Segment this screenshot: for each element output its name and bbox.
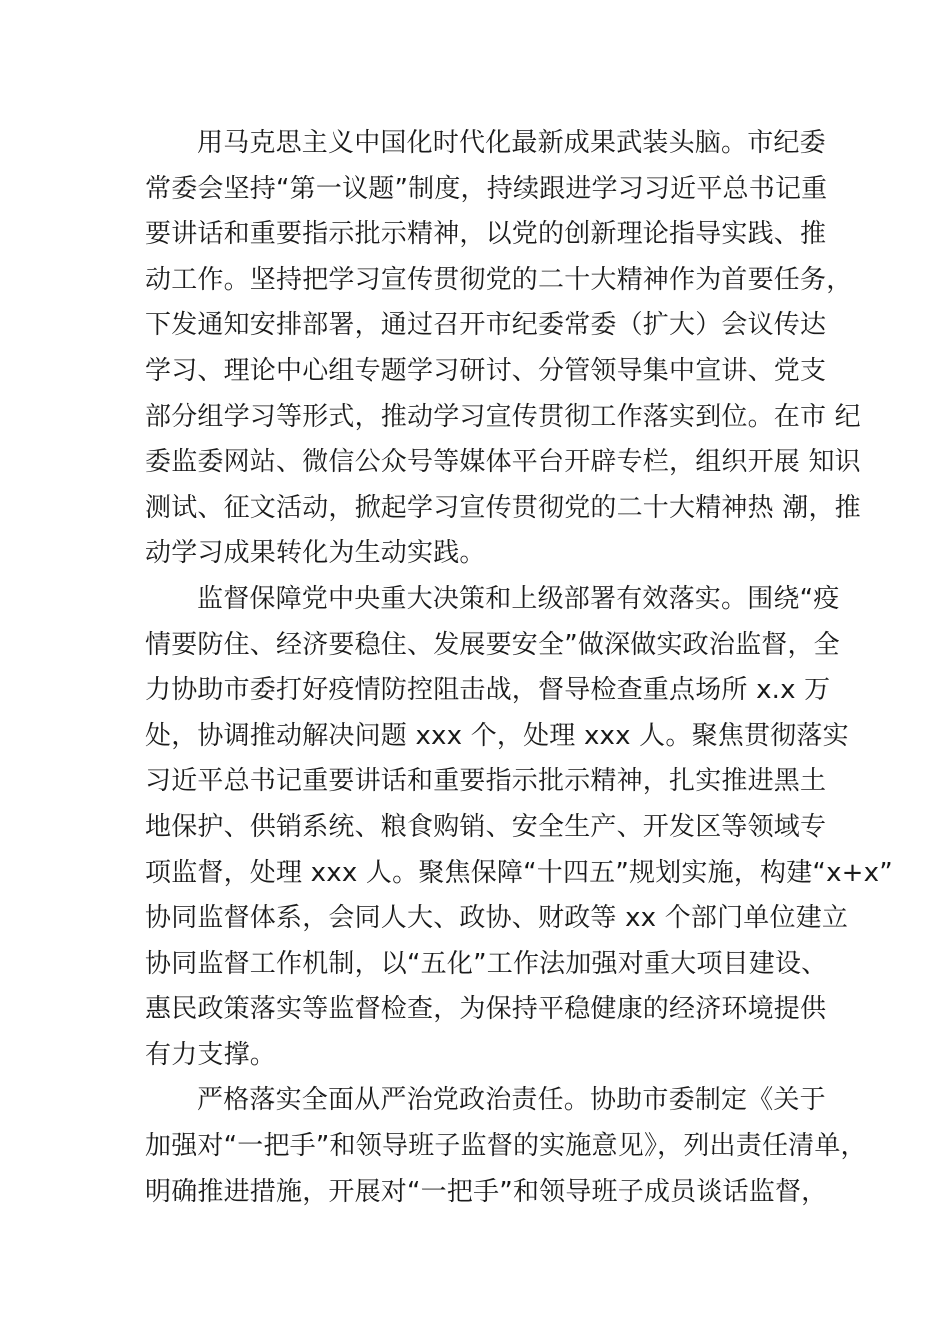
text-line: 情要防住、经济要稳住、发展要安全”做深做实政治监督，全 bbox=[145, 629, 840, 660]
document-body bbox=[145, 121, 893, 1215]
paragraph-supervision bbox=[145, 577, 893, 1079]
text-line: 处，协调推动解决问题 xxx 个，处理 xxx 人。聚焦贯彻落实 bbox=[145, 720, 849, 751]
text-line: 常委会坚持“第一议题”制度，持续跟进学习习近平总书记重 bbox=[145, 173, 828, 204]
text-line: 学习、理论中心组专题学习研讨、分管领导集中宣讲、党支 bbox=[145, 355, 827, 386]
text-line: 监督保障党中央重大决策和上级部署有效落实。围绕“疫 bbox=[197, 583, 840, 614]
text-line: 协同监督工作机制，以“五化”工作法加强对重大项目建设、 bbox=[145, 948, 828, 979]
paragraph-party-governance bbox=[145, 1078, 867, 1215]
text-line: 项监督，处理 xxx 人。聚焦保障“十四五”规划实施，构建“x+x” bbox=[145, 857, 893, 888]
text-line: 力协助市委打好疫情防控阻击战，督导检查重点场所 x.x 万 bbox=[145, 675, 831, 706]
text-line: 有力支撑。 bbox=[145, 1039, 277, 1070]
text-line: 部分组学习等形式，推动学习宣传贯彻工作落实到位。在市 纪 bbox=[145, 401, 861, 432]
text-line: 地保护、供销系统、粮食购销、安全生产、开发区等领域专 bbox=[145, 811, 827, 842]
text-line: 下发通知安排部署，通过召开市纪委常委（扩大）会议传达 bbox=[145, 310, 827, 341]
text-line: 严格落实全面从严治党政治责任。协助市委制定《关于 bbox=[197, 1085, 826, 1116]
text-line: 习近平总书记重要讲话和重要指示批示精神，扎实推进黑土 bbox=[145, 766, 827, 797]
text-line: 要讲话和重要指示批示精神，以党的创新理论指导实践、推 bbox=[145, 219, 827, 250]
paragraph-theory-study bbox=[145, 121, 861, 577]
text-line: 动工作。坚持把学习宣传贯彻党的二十大精神作为首要任务， bbox=[145, 264, 853, 295]
text-line: 委监委网站、微信公众号等媒体平台开辟专栏，组织开展 知识 bbox=[145, 447, 861, 478]
text-line: 用马克思主义中国化时代化最新成果武装头脑。市纪委 bbox=[197, 128, 826, 158]
text-line: 动学习成果转化为生动实践。 bbox=[145, 538, 486, 569]
text-line: 明确推进措施，开展对“一把手”和领导班子成员谈话监督， bbox=[145, 1176, 828, 1207]
text-line: 加强对“一把手”和领导班子监督的实施意见》，列出责任清单， bbox=[145, 1131, 867, 1162]
text-line: 惠民政策落实等监督检查，为保持平稳健康的经济环境提供 bbox=[145, 994, 827, 1025]
text-line: 协同监督体系，会同人大、政协、财政等 xx 个部门单位建立 bbox=[145, 903, 849, 934]
text-line: 测试、征文活动，掀起学习宣传贯彻党的二十大精神热 潮，推 bbox=[145, 492, 861, 523]
